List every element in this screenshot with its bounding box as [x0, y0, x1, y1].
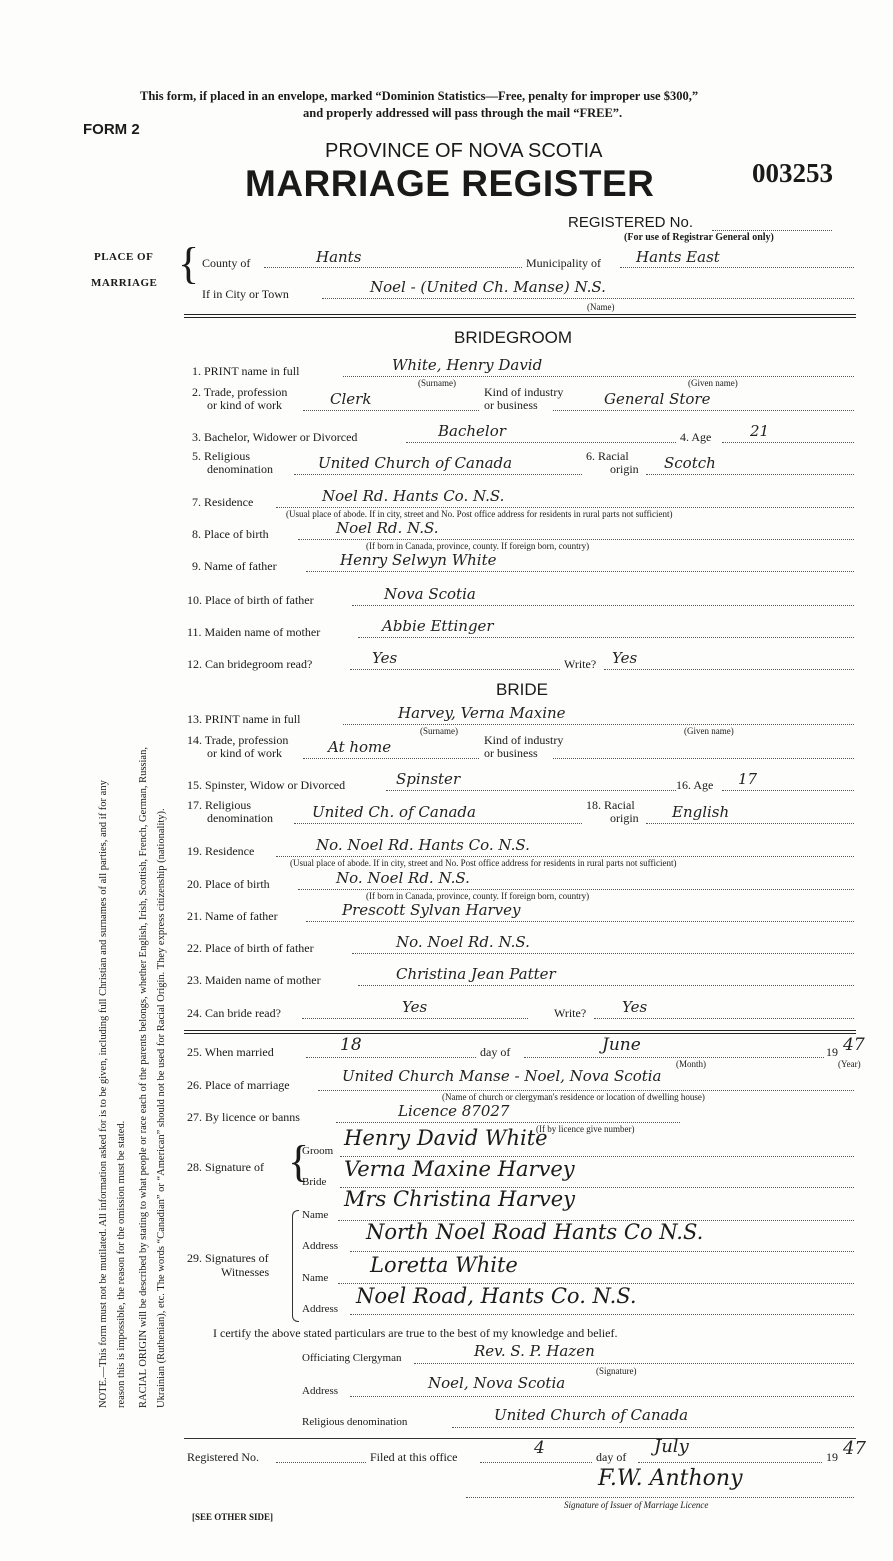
bride-mother-label: 23. Maiden name of mother: [187, 973, 321, 987]
place-of-marriage-label: 26. Place of marriage: [187, 1078, 290, 1092]
bride-birth-note: (If born in Canada, province, county. If foreign born, country): [366, 891, 590, 901]
groom-industry-value: General Store: [604, 390, 711, 408]
place-of-label: PLACE OF: [94, 251, 154, 263]
bride-status-value: Spinster: [396, 770, 461, 788]
filed-year-prefix: 19: [826, 1450, 838, 1464]
married-year-prefix: 19: [826, 1045, 838, 1059]
side-note-line-1: NOTE.—This form must not be mutilated. All information asked for is to be given, including full Christian and surnames of all parties, and if for any: [98, 780, 109, 1408]
groom-religion-label-2: denomination: [207, 462, 273, 476]
groom-industry-label: Kind of industry: [484, 385, 564, 399]
w2-name-signature: Loretta White: [370, 1253, 518, 1277]
clergyman-signature: Rev. S. P. Hazen: [474, 1342, 595, 1360]
bride-trade-label-2: or kind of work: [207, 746, 282, 760]
bride-sig-label: Bride: [302, 1176, 327, 1188]
bride-religion-label: 17. Religious: [187, 798, 252, 812]
section-divider: [184, 314, 856, 318]
married-month-value: June: [602, 1035, 641, 1055]
registrar-note: (For use of Registrar General only): [624, 232, 774, 243]
bride-racial-label: 18. Racial: [586, 798, 635, 812]
religious-denom-label: Religious denomination: [302, 1416, 408, 1428]
clergyman-label: Officiating Clergyman: [302, 1352, 402, 1364]
groom-sig-label: Groom: [302, 1145, 334, 1157]
groom-status-label: 3. Bachelor, Widower or Divorced: [192, 430, 358, 444]
groom-racial-label: 6. Racial: [586, 449, 629, 463]
side-note-line-4: Ukrainian (Ruthenian), etc. The words “Canadian” or “American” should not be used for Racial Origin. They express citizenship (nationality).: [156, 808, 167, 1408]
bride-heading: BRIDE: [496, 680, 548, 699]
w2-address-signature: Noel Road, Hants Co. N.S.: [356, 1284, 637, 1308]
groom-mother-value: Abbie Ettinger: [382, 617, 494, 635]
groom-racial-label-2: origin: [610, 462, 639, 476]
groom-father-birth-value: Nova Scotia: [384, 585, 476, 603]
witnesses-label: 29. Signatures of: [187, 1251, 269, 1265]
licence-label: 27. By licence or banns: [187, 1110, 300, 1124]
groom-status-value: Bachelor: [438, 422, 506, 440]
groom-age-value: 21: [750, 422, 770, 440]
bridegroom-heading: BRIDEGROOM: [454, 328, 573, 347]
bride-father-birth-value: No. Noel Rd. N.S.: [396, 933, 530, 951]
serial-number: 003253: [752, 158, 833, 188]
bride-write-label: Write?: [554, 1006, 587, 1020]
groom-racial-value: Scotch: [664, 454, 716, 472]
bride-religion-label-2: denomination: [207, 811, 273, 825]
groom-birthplace-label: 8. Place of birth: [192, 527, 269, 541]
city-value: Noel - (United Ch. Manse) N.S.: [370, 278, 606, 296]
mail-notice-line-1: This form, if placed in an envelope, marked “Dominion Statistics—Free, penalty for improper use $300,”: [140, 89, 699, 103]
married-day-of: day of: [480, 1045, 511, 1059]
place-of-marriage-note: (Name of church or clergyman's residence or location of dwelling house): [442, 1092, 705, 1102]
groom-trade-value: Clerk: [330, 390, 372, 408]
page-title: MARRIAGE REGISTER: [245, 163, 655, 204]
month-note: (Month): [676, 1059, 706, 1069]
bride-industry-label-2: or business: [484, 746, 538, 760]
groom-residence-value: Noel Rd. Hants Co. N.S.: [322, 487, 505, 505]
registered-no-line: [712, 230, 832, 231]
filed-day-of: day of: [596, 1450, 627, 1464]
groom-age-label: 4. Age: [680, 430, 712, 444]
see-other-side: [SEE OTHER SIDE]: [192, 1512, 274, 1522]
bride-racial-value: English: [672, 803, 730, 821]
religious-denom-value: United Church of Canada: [494, 1406, 689, 1424]
bride-status-label: 15. Spinster, Widow or Divorced: [187, 778, 346, 792]
footer-divider: [184, 1438, 856, 1439]
form-label: FORM 2: [83, 121, 140, 138]
bride-age-label: 16. Age: [676, 778, 714, 792]
groom-residence-label: 7. Residence: [192, 495, 254, 509]
bride-birthplace-label: 20. Place of birth: [187, 877, 270, 891]
witness-bracket: [292, 1210, 299, 1322]
groom-surname-note: (Surname): [418, 378, 456, 388]
issuer-note: Signature of Issuer of Marriage Licence: [564, 1500, 709, 1510]
bride-surname-note: (Surname): [420, 726, 458, 736]
clergy-address-label: Address: [302, 1385, 339, 1397]
groom-write-value: Yes: [612, 649, 638, 667]
groom-name-label: 1. PRINT name in full: [192, 364, 300, 378]
bride-residence-value: No. Noel Rd. Hants Co. N.S.: [316, 836, 530, 854]
bride-trade-value: At home: [328, 738, 392, 756]
w1-address-label: Address: [302, 1240, 339, 1252]
marriage-label: MARRIAGE: [91, 277, 158, 289]
filed-day-value: 4: [534, 1438, 545, 1458]
bride-industry-label: Kind of industry: [484, 733, 564, 747]
groom-read-label: 12. Can bridegroom read?: [187, 657, 313, 671]
w2-name-label: Name: [302, 1272, 329, 1284]
married-day-value: 18: [340, 1035, 362, 1055]
county-value: Hants: [316, 248, 362, 266]
bride-religion-value: United Ch. of Canada: [312, 803, 476, 821]
bride-father-label: 21. Name of father: [187, 909, 278, 923]
groom-trade-label: 2. Trade, profession: [192, 385, 288, 399]
groom-read-value: Yes: [372, 649, 398, 667]
bride-mother-value: Christina Jean Patter: [396, 965, 556, 983]
groom-father-label: 9. Name of father: [192, 559, 277, 573]
groom-father-birth-label: 10. Place of birth of father: [187, 593, 314, 607]
bride-age-value: 17: [738, 770, 758, 788]
bride-residence-label: 19. Residence: [187, 844, 255, 858]
bride-read-label: 24. Can bride read?: [187, 1006, 281, 1020]
groom-religion-label: 5. Religious: [192, 449, 251, 463]
bride-father-birth-label: 22. Place of birth of father: [187, 941, 314, 955]
bride-father-value: Prescott Sylvan Harvey: [342, 901, 521, 919]
signature-of-label: 28. Signature of: [187, 1160, 264, 1174]
licence-note: (If by licence give number): [536, 1124, 635, 1134]
place-brace: {: [178, 239, 200, 288]
issuer-signature: F.W. Anthony: [598, 1466, 743, 1491]
province-heading: PROVINCE OF NOVA SCOTIA: [325, 140, 603, 162]
witnesses-label-2: Witnesses: [221, 1265, 270, 1279]
bride-write-value: Yes: [622, 998, 648, 1016]
side-note-line-2: reason this is impossible, the reason for the omission must be stated.: [116, 1120, 127, 1408]
groom-birthplace-value: Noel Rd. N.S.: [336, 519, 439, 537]
city-label: If in City or Town: [202, 287, 289, 301]
place-of-marriage-value: United Church Manse - Noel, Nova Scotia: [342, 1067, 662, 1085]
year-note: (Year): [838, 1059, 861, 1069]
bride-residence-note: (Usual place of abode. If in city, street and No. Post office address for residents in rural parts not sufficient): [290, 858, 677, 868]
groom-residence-note: (Usual place of abode. If in city, street and No. Post office address for residents in rural parts not sufficient): [286, 509, 673, 519]
bride-birthplace-value: No. Noel Rd. N.S.: [336, 869, 470, 887]
groom-industry-label-2: or business: [484, 398, 538, 412]
bride-name-label: 13. PRINT name in full: [187, 712, 301, 726]
groom-trade-label-2: or kind of work: [207, 398, 282, 412]
registered-no-label: REGISTERED No.: [568, 214, 694, 231]
when-married-label: 25. When married: [187, 1045, 274, 1059]
section-divider-2: [184, 1030, 856, 1034]
groom-write-label: Write?: [564, 657, 597, 671]
filed-month-value: July: [654, 1436, 689, 1457]
w2-address-label: Address: [302, 1303, 339, 1315]
bride-given-note: (Given name): [684, 726, 734, 736]
bride-name-value: Harvey, Verna Maxine: [398, 704, 566, 722]
county-label: County of: [202, 256, 251, 270]
groom-birth-note: (If born in Canada, province, county. If foreign born, country): [366, 541, 590, 551]
side-note-line-3: RACIAL ORIGIN will be described by stating to what people or race each of the parents belongs, whether English, Irish, Scottish, French, German, Russian,: [138, 747, 149, 1408]
filed-year-value: 47: [843, 1438, 866, 1459]
groom-given-note: (Given name): [688, 378, 738, 388]
mail-notice-line-2: and properly addressed will pass through the mail “FREE”.: [303, 106, 623, 120]
married-year-value: 47: [843, 1035, 865, 1055]
municipality-label: Municipality of: [526, 256, 601, 270]
bride-racial-label-2: origin: [610, 811, 639, 825]
w1-name-label: Name: [302, 1209, 329, 1221]
signature-note: (Signature): [596, 1366, 637, 1376]
municipality-value: Hants East: [636, 248, 720, 266]
bride-read-value: Yes: [402, 998, 428, 1016]
footer-registered-label: Registered No.: [187, 1450, 259, 1464]
certification-text: I certify the above stated particulars are true to the best of my knowledge and belief.: [213, 1326, 618, 1340]
name-note: (Name): [587, 302, 615, 312]
groom-signature: Henry David White: [344, 1126, 548, 1150]
groom-father-value: Henry Selwyn White: [340, 551, 497, 569]
groom-mother-label: 11. Maiden name of mother: [187, 625, 321, 639]
bride-trade-label: 14. Trade, profession: [187, 733, 289, 747]
bride-signature: Verna Maxine Harvey: [344, 1157, 575, 1181]
groom-name-value: White, Henry David: [392, 356, 543, 374]
w1-address-signature: North Noel Road Hants Co N.S.: [366, 1220, 704, 1244]
w1-name-signature: Mrs Christina Harvey: [344, 1187, 576, 1211]
clergy-address-value: Noel, Nova Scotia: [428, 1374, 566, 1392]
filed-label: Filed at this office: [370, 1450, 458, 1464]
licence-value: Licence 87027: [398, 1102, 510, 1120]
groom-religion-value: United Church of Canada: [318, 454, 513, 472]
signature-brace: {: [288, 1137, 310, 1186]
